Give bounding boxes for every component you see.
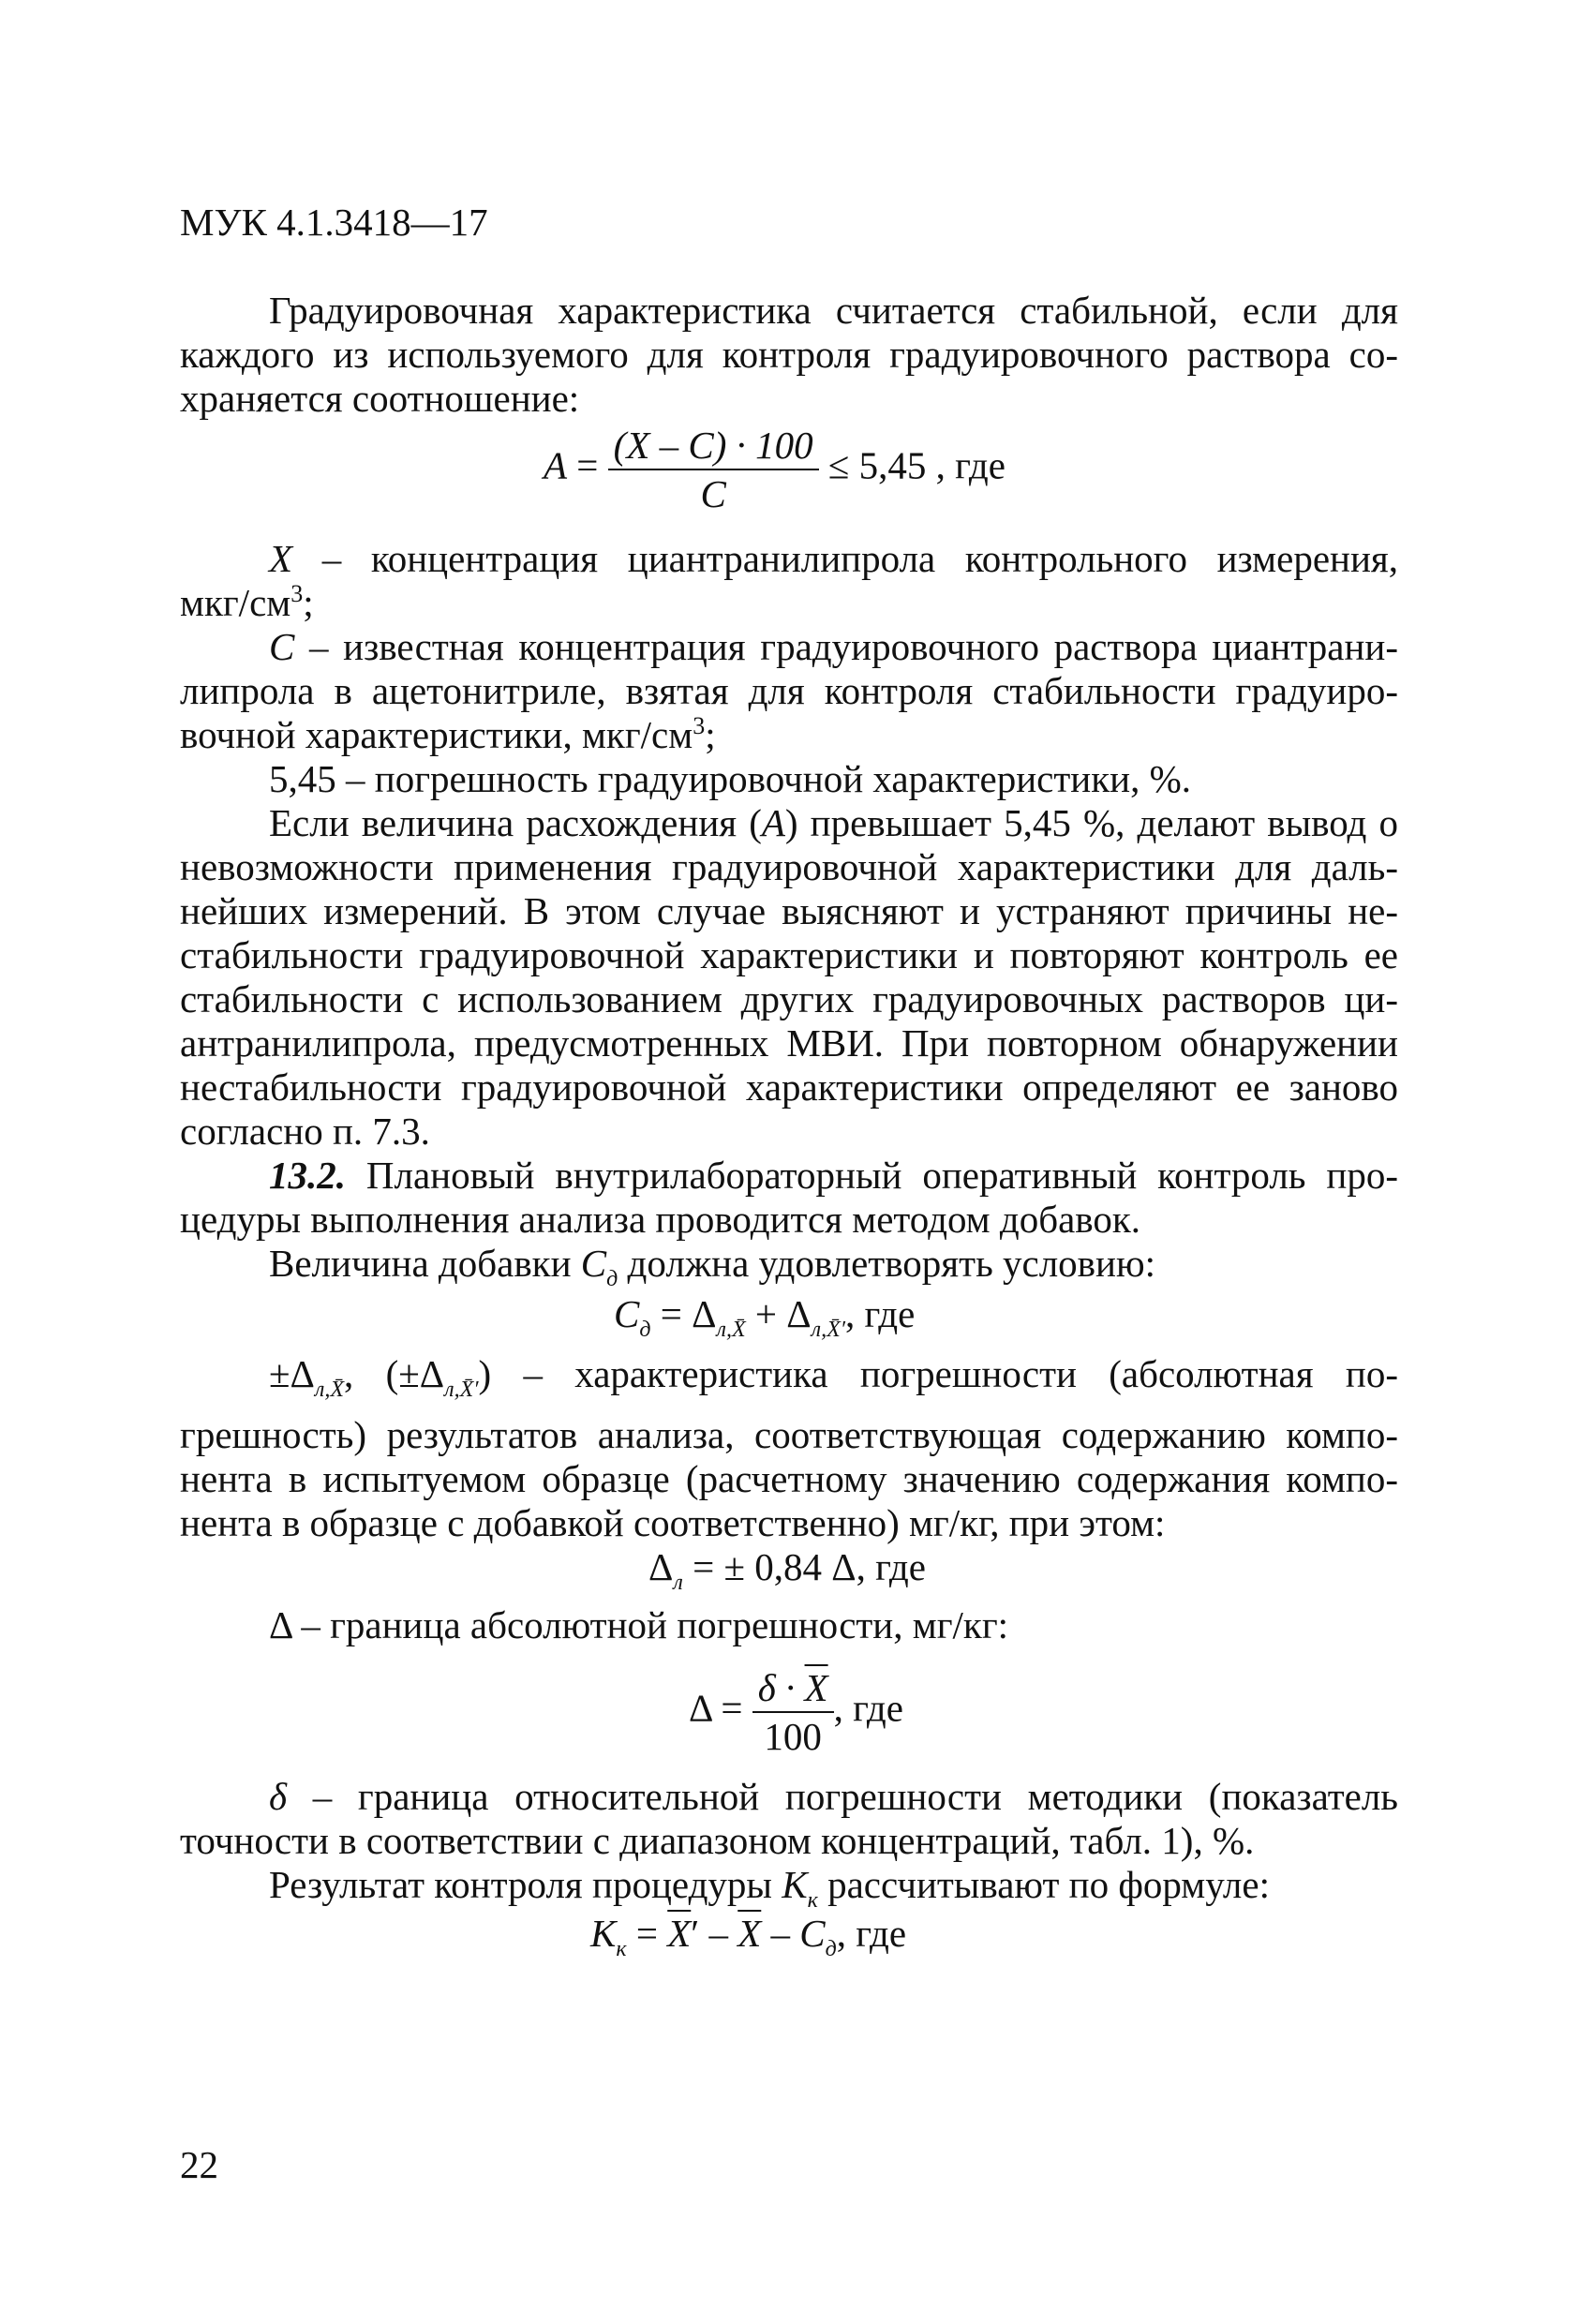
paragraph-text: – граница относительной погрешности методики (показатель bbox=[287, 1775, 1398, 1818]
formula-tail: , где bbox=[836, 1912, 907, 1955]
fraction-denominator: C bbox=[700, 472, 726, 515]
punctuation: ; bbox=[303, 581, 314, 624]
paragraph-line: цедуры выполнения анализа проводится методом добавок. bbox=[180, 1198, 1141, 1241]
definition-line: 5,45 – погрешность градуировочной характеристики, %. bbox=[269, 757, 1191, 800]
paragraph-line bbox=[269, 1862, 1398, 1913]
paragraph-line: каждого из используемого для контроля градуировочного раствора со- bbox=[180, 333, 1398, 376]
formula-operator: , (± bbox=[344, 1352, 420, 1395]
formula-symbol: δ bbox=[269, 1775, 288, 1818]
paragraph-line: невозможности применения градуировочной характеристики для даль- bbox=[180, 845, 1398, 888]
fraction-denominator: 100 bbox=[764, 1715, 822, 1758]
formula-operator: = bbox=[626, 1912, 668, 1955]
definition-line bbox=[180, 580, 1398, 625]
formula-operator: – bbox=[761, 1912, 800, 1955]
definition-line bbox=[269, 624, 1398, 669]
definition-symbol: X bbox=[269, 537, 293, 580]
formula-operator: ± bbox=[269, 1352, 290, 1395]
paragraph-line bbox=[269, 1153, 1398, 1198]
formula-operator: + bbox=[745, 1292, 787, 1335]
formula-absolute-error bbox=[689, 1666, 903, 1758]
paragraph-line: нента в образце с добавкой соответственно) мг/кг, при этом: bbox=[180, 1501, 1166, 1544]
paragraph-text: Величина добавки bbox=[269, 1242, 581, 1285]
subscript: к bbox=[807, 1888, 818, 1913]
paragraph-text: рассчитывают по формуле: bbox=[817, 1863, 1270, 1906]
formula-symbol: C bbox=[799, 1912, 826, 1955]
subscript: к bbox=[616, 1937, 627, 1961]
paragraph-line: согласно п. 7.3. bbox=[180, 1110, 430, 1153]
subscript: л bbox=[673, 1571, 683, 1595]
paragraph-line: грешность) результатов анализа, соответствующая содержанию компо- bbox=[180, 1413, 1398, 1456]
superscript: 3 bbox=[693, 712, 706, 739]
page-number: 22 bbox=[180, 2143, 218, 2186]
formula-operator: ) bbox=[478, 1352, 492, 1395]
paragraph-line: стабильности градуировочной характеристики и повторяют контроль ее bbox=[180, 933, 1398, 976]
subscript: л,X̄′ bbox=[444, 1378, 479, 1402]
subscript: д bbox=[825, 1937, 837, 1961]
subscript: д bbox=[606, 1267, 618, 1291]
subscript: л,X̄ bbox=[314, 1378, 345, 1402]
paragraph-line bbox=[269, 800, 1398, 845]
mean-symbol: $\overline{X}$ bbox=[667, 1912, 692, 1955]
definition-text: вочной характеристики, мкг/см bbox=[180, 713, 693, 756]
definition-line bbox=[180, 712, 1398, 757]
formula-symbol: A bbox=[761, 801, 785, 844]
formula-operator: = bbox=[576, 443, 599, 487]
paragraph-text: Если величина расхождения ( bbox=[269, 801, 762, 844]
delta-symbol: Δ bbox=[786, 1292, 812, 1335]
paragraph-line bbox=[269, 1774, 1398, 1819]
paragraph-line: нестабильности градуировочной характеристики определяют ее заново bbox=[180, 1065, 1398, 1109]
formula-tail: , где bbox=[845, 1292, 916, 1335]
paragraph-text: – характеристика погрешности (абсолютная по- bbox=[491, 1352, 1398, 1395]
subscript: л,X̄ bbox=[716, 1318, 746, 1342]
formula-fraction bbox=[752, 1666, 834, 1758]
delta-symbol: Δ bbox=[648, 1545, 674, 1588]
formula-symbol: C bbox=[580, 1242, 607, 1285]
formula-operator: – bbox=[699, 1912, 738, 1955]
paragraph-line: Градуировочная характеристика считается стабильной, если для bbox=[269, 289, 1398, 332]
fraction-numerator bbox=[752, 1666, 834, 1713]
subscript: л,X̄′ bbox=[811, 1318, 845, 1342]
mean-symbol: $\overline{X}$ bbox=[737, 1912, 762, 1955]
formula-symbol: C bbox=[614, 1292, 640, 1335]
formula-stability-ratio bbox=[544, 424, 1006, 515]
definition-line: липрола в ацетонитриле, взятая для контроля стабильности градуиро- bbox=[180, 669, 1398, 712]
definition-text: – известная концентрация градуировочного раствора циантрани- bbox=[309, 625, 1399, 668]
paragraph-text: должна удовлетворять условию: bbox=[618, 1242, 1155, 1285]
formula-tail: , где bbox=[833, 1686, 903, 1730]
formula-control-result bbox=[590, 1911, 907, 1961]
definition-text: – концентрация циантранилипрола контрольного измерения, bbox=[321, 537, 1399, 580]
formula-fraction bbox=[608, 424, 819, 515]
paragraph-line: храняется соотношение: bbox=[180, 377, 580, 420]
paragraph-line: стабильности с использованием других градуировочных растворов ци- bbox=[180, 977, 1398, 1020]
paragraph-line: Δ – граница абсолютной погрешности, мг/кг: bbox=[269, 1603, 1009, 1646]
unit-text: мкг/см bbox=[180, 581, 291, 624]
paragraph-text: Плановый внутрилабораторный оперативный контроль про- bbox=[346, 1154, 1398, 1197]
formula-operator: = bbox=[650, 1292, 693, 1335]
section-number: 13.2. bbox=[269, 1154, 346, 1197]
delta-symbol: Δ bbox=[419, 1352, 445, 1395]
formula-symbol: K bbox=[590, 1912, 617, 1955]
document-code: МУК 4.1.3418—17 bbox=[180, 201, 488, 244]
subscript: д bbox=[639, 1318, 651, 1342]
formula-text: = ± 0,84 Δ, где bbox=[682, 1545, 926, 1588]
prime-mark: ′ bbox=[691, 1912, 700, 1955]
formula-symbol: A bbox=[544, 443, 568, 487]
delta-symbol: Δ bbox=[290, 1352, 315, 1395]
paragraph-line: точности в соответствии с диапазоном концентраций, табл. 1), %. bbox=[180, 1819, 1255, 1862]
paragraph-line: нента в испытуемом образце (расчетному значению содержания компо- bbox=[180, 1457, 1398, 1500]
delta-symbol: Δ bbox=[689, 1686, 712, 1730]
formula-delta-l bbox=[648, 1544, 926, 1595]
paragraph-line bbox=[269, 1241, 1398, 1291]
formula-symbol: K bbox=[782, 1863, 808, 1906]
mean-symbol: $\overline{X}$ bbox=[804, 1666, 828, 1709]
paragraph-line bbox=[269, 1351, 1398, 1402]
superscript: 3 bbox=[290, 580, 304, 607]
paragraph-line: нейших измерений. В этом случае выясняют и устраняют причины не- bbox=[180, 889, 1398, 932]
fraction-numerator: (X – C) · 100 bbox=[608, 424, 819, 470]
paragraph-text: Результат контроля процедуры bbox=[269, 1863, 782, 1906]
definition-symbol: C bbox=[269, 625, 295, 668]
formula-condition: ≤ 5,45 , где bbox=[827, 443, 1006, 487]
paragraph-line: антранилипрола, предусмотренных МВИ. При повторном обнаружении bbox=[180, 1021, 1398, 1065]
formula-additive bbox=[614, 1291, 916, 1342]
definition-line bbox=[269, 536, 1398, 581]
paragraph-text: ) превышает 5,45 %, делают вывод о bbox=[784, 801, 1398, 844]
delta-symbol: Δ bbox=[692, 1292, 717, 1335]
formula-operator: = bbox=[721, 1686, 743, 1730]
punctuation: ; bbox=[705, 713, 716, 756]
numerator-text: δ · bbox=[757, 1666, 805, 1709]
